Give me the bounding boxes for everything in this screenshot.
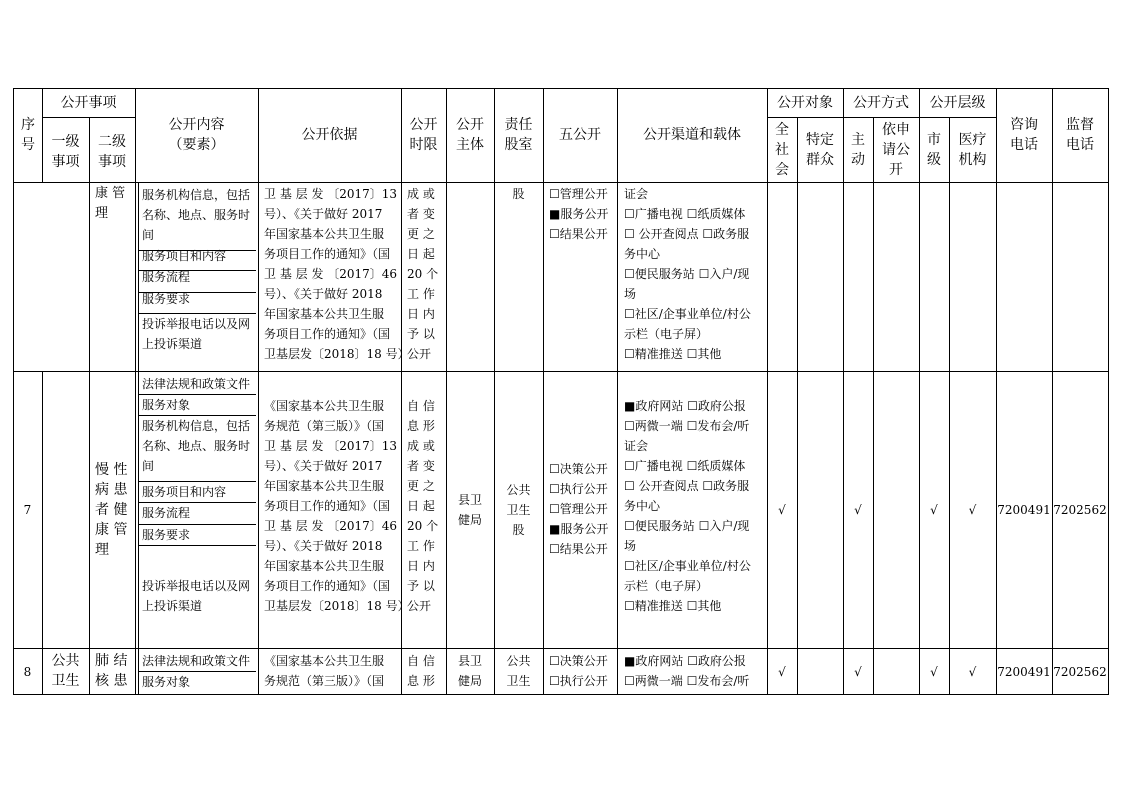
row-a-qudao: 证会 ☐广播电视 ☐纸质媒体 ☐ 公开查阅点 ☐政务服 务中心 ☐便民服务站 ☐入户/现 场 ☐社区/企事业单位/村公 示栏（电子屏） ☐精准推送 ☐其他 — [624, 187, 751, 361]
row-8-shixian: 自 信 息 形 — [407, 654, 435, 688]
row-7-check-yiliao: √ — [968, 503, 977, 517]
header-zixun: 咨询 电话 — [1010, 117, 1038, 153]
row-a-wu: ☐管理公开 ■服务公开 ☐结果公开 — [549, 187, 609, 241]
header-guzhi: 责任 股室 — [504, 117, 533, 153]
row-8-qudao: ■政府网站 ☐政府公报 ☐两微一端 ☐发布会/听 — [624, 654, 750, 688]
row-7-qudao: ■政府网站 ☐政府公报 ☐两微一端 ☐发布会/听 证会 ☐广播电视 ☐纸质媒体 ☐ 公开查阅点 ☐政务服 务中心 ☐便民服务站 ☐入户/现 场 ☐社区/企事业单位/村公 示栏（电子屏） ☐精准推送 ☐其他 — [624, 399, 751, 613]
row-7-wu: ☐决策公开 ☐执行公开 ☐管理公开 ■服务公开 ☐结果公开 — [549, 462, 609, 556]
header-jiandu: 监督 电话 — [1066, 117, 1094, 153]
row-8-jiandu: 7202562 — [1053, 665, 1107, 679]
row-7-check-zhudong: √ — [854, 503, 862, 517]
row-8-erji: 肺 结 核 患 — [95, 653, 128, 689]
row-7-shixian: 自 信 息 形 成 或 者 变 更 之 日 起 20 个 工 作 日 内 予 以 公开 — [407, 399, 439, 613]
header-cengji: 公开层级 — [929, 95, 986, 111]
header-duixiang: 公开对象 — [777, 95, 833, 111]
row-7-erji: 慢 性 病 患 者 健 康 管 理 — [95, 462, 128, 558]
header-fangshi: 公开方式 — [853, 95, 909, 111]
row-7-zixun: 7200491 — [997, 503, 1051, 517]
header-quanshehui: 全 社 会 — [775, 122, 789, 178]
row-8-guzhi: 公共 卫生 — [506, 654, 531, 688]
row-8-check-quanshehui: √ — [778, 665, 786, 679]
header-zhuti: 公开 主体 — [456, 117, 484, 153]
row-7-jiandu: 7202562 — [1053, 503, 1107, 517]
row-7-yiju: 《国家基本公共卫生服 务规范（第三版）》（国 卫 基 层 发 〔2017〕13 号）、《关于做好 2017 年国家基本公共卫生服 务项目工作的通知》（国 卫 基 层 发 〔2017〕46 号）、《关于做好 2018 年国家基本公共卫生服 务项目工作的通知》（国 卫基层发〔2018〕18 号） — [264, 399, 410, 613]
row-8-neirong: 法律法规和政策文件 服务对象 — [142, 654, 251, 689]
header-yiliao: 医疗 机构 — [958, 132, 987, 168]
row-8-zhuti: 县卫 健局 — [457, 654, 482, 688]
row-a-erji: 康 管 理 — [95, 186, 126, 221]
header-seq: 序 号 — [21, 117, 35, 153]
header-wugongkai: 五公开 — [559, 127, 601, 143]
row-8-seq: 8 — [23, 665, 32, 679]
header-shixian: 公开 时限 — [409, 117, 438, 153]
row-7-check-shiji: √ — [930, 503, 938, 517]
header-erji: 二级 事项 — [98, 134, 126, 170]
row-7-seq: 7 — [23, 503, 32, 517]
row-8-check-shiji: √ — [930, 665, 938, 679]
header-yiju: 公开依据 — [301, 127, 358, 143]
header-shiji: 市 级 — [927, 132, 941, 168]
header-zhudong: 主 动 — [851, 132, 865, 168]
row-7-guzhi: 公共 卫生 股 — [506, 483, 531, 537]
header-teding: 特定 群众 — [806, 132, 834, 168]
row-7-check-quanshehui: √ — [778, 503, 786, 517]
row-7-zhuti: 县卫 健局 — [457, 493, 482, 527]
row-8-yiji: 公共 卫生 — [51, 653, 80, 689]
row-a-shixian: 成 或 者 变 更 之 日 起 20 个 工 作 日 内 予 以 公开 — [407, 187, 439, 361]
row-a-yiju: 卫 基 层 发 〔2017〕13 号）、《关于做好 2017 年国家基本公共卫生服 务项目工作的通知》（国 卫 基 层 发 〔2017〕46 号）、《关于做好 2018 年国家基本公共卫生服 务项目工作的通知》（国 卫基层发〔2018〕18 号） — [264, 187, 410, 361]
row-8-yiju: 《国家基本公共卫生服 务规范（第三版）》（国 — [264, 654, 385, 688]
row-8-check-yiliao: √ — [968, 665, 977, 679]
header-gongkai-shixiang: 公开事项 — [60, 95, 117, 111]
header-yiji: 一级 事项 — [51, 134, 80, 170]
row-7-neirong: 法律法规和政策文件 服务对象 服务机构信息，包括 名称、地点、服务时 间 服务项目和内容 服务流程 服务要求 投诉举报电话以及网 上投诉渠道 — [142, 377, 251, 613]
row-a-guzhi: 股 — [512, 187, 525, 201]
row-8-check-zhudong: √ — [854, 665, 862, 679]
header-qudao: 公开渠道和载体 — [643, 127, 741, 143]
row-a-neirong: 服务机构信息，包括 名称、地点、服务时 间 服务项目和内容 服务流程 服务要求 投诉举报电话以及网 上投诉渠道 — [142, 188, 251, 351]
row-8-wu: ☐决策公开 ☐执行公开 — [549, 654, 608, 688]
header-yishenqing: 依申 请公 开 — [882, 122, 910, 178]
header-neirong: 公开内容 （要素） — [168, 117, 225, 153]
row-8-zixun: 7200491 — [997, 665, 1051, 679]
